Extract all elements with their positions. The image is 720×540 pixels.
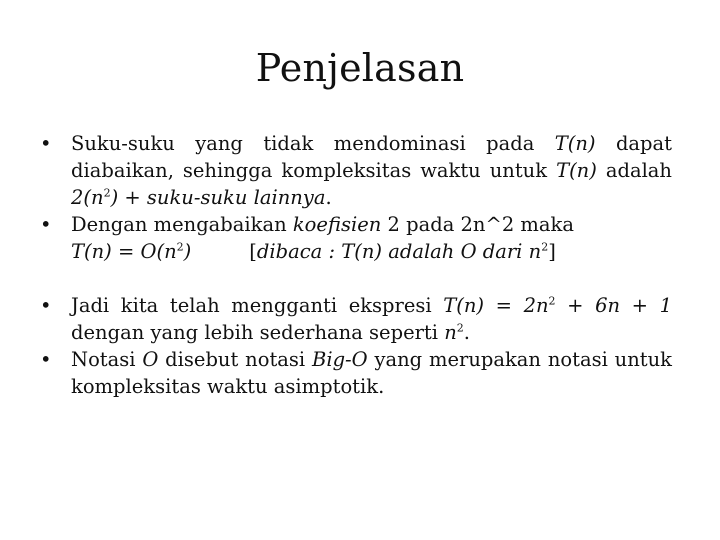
bullet-1-expression-end: ) + suku-suku lainnya — [110, 186, 326, 209]
bullet-2-text-part3: 2 pada 2n^2 maka — [381, 213, 574, 236]
bullet-1-text-part3: dapat diabaikan, sehingga kompleksitas waktu untuk — [71, 132, 672, 182]
bullet-icon: • — [40, 132, 52, 155]
bullet-item-3 — [40, 292, 672, 346]
bullet-3-n-sup: 2 — [456, 321, 464, 335]
bullet-3-expression-start: T(n) = 2n — [443, 294, 549, 317]
bullet-3-period: . — [463, 321, 470, 344]
slide-content — [40, 130, 672, 400]
bullet-4-text-part5: yang merupakan notasi untuk kompleksitas waktu asimptotik. — [71, 348, 672, 398]
bullet-2-math-right-sup: 2 — [541, 240, 549, 254]
bullet-1-tn-1: T(n) — [554, 132, 596, 155]
bullet-1-expression-start: 2(n — [71, 186, 104, 209]
bullet-4-text-part1: Notasi — [71, 348, 143, 371]
bullet-1-text-part5: adalah — [596, 159, 672, 182]
bullet-3-text-part1: Jadi kita telah mengganti ekspresi — [71, 294, 444, 317]
bullet-2-text-part1: Dengan mengabaikan — [71, 213, 293, 236]
bullet-3-expression-end: + 6n + 1 — [555, 294, 673, 317]
bullet-2-koefisien: koefisien — [292, 213, 382, 236]
bullet-2-math-right-close: ] — [548, 240, 556, 263]
bullet-item-4 — [40, 346, 672, 400]
bullet-2-math-right-open: [ — [249, 240, 257, 263]
bullet-2-math-left-sup: 2 — [176, 240, 184, 254]
bullet-3-text-part4: dengan yang lebih sederhana seperti — [71, 321, 445, 344]
bullet-1-tn-2: T(n) — [556, 159, 597, 182]
bullet-4-bigo: Big-O — [312, 348, 368, 371]
bullet-2-math-line — [71, 240, 556, 263]
slide-title: Penjelasan — [255, 46, 465, 90]
bullet-icon: • — [40, 213, 52, 236]
bullet-4-text-part3: disebut notasi — [158, 348, 312, 371]
bullet-item-1 — [40, 130, 672, 211]
bullet-1-text-part1: Suku-suku yang tidak mendominasi pada — [71, 132, 555, 155]
bullet-icon: • — [40, 348, 52, 371]
bullet-3-expression-sup: 2 — [548, 294, 556, 308]
bullet-2-math-right: dibaca : T(n) adalah O dari n — [256, 240, 542, 263]
bullet-1-superscript: 2 — [103, 186, 111, 200]
bullet-item-2 — [40, 211, 672, 265]
bullet-4-o: O — [142, 348, 159, 371]
bullet-1-period: . — [325, 186, 332, 209]
bullet-gap — [40, 265, 672, 292]
bullet-2-math-left-close: ) — [183, 240, 192, 263]
bullet-icon: • — [40, 294, 52, 317]
bullet-3-n: n — [444, 321, 457, 344]
bullet-2-math-left: T(n) = O(n — [71, 240, 177, 263]
